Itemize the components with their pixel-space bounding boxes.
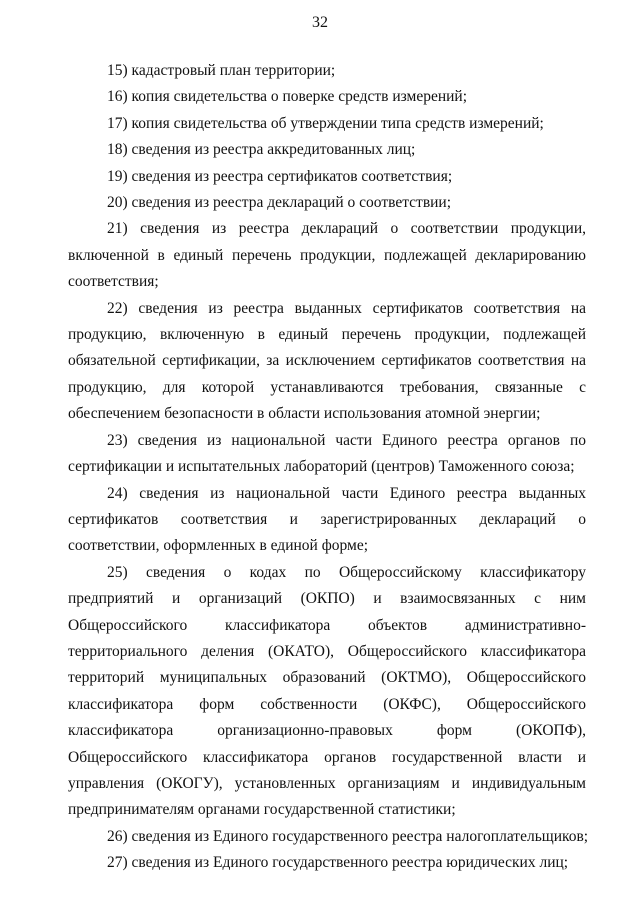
list-item: 19) сведения из реестра сертификатов соответствия; (107, 167, 453, 185)
list-item: 15) кадастровый план территории; (107, 62, 336, 79)
list-item: 20) сведения из реестра деклараций о соответствии; (107, 194, 452, 212)
list-item: 17) копия свидетельства об утверждении типа средств измерений; (107, 114, 544, 132)
page-number: 32 (312, 14, 328, 31)
list-item: 24) сведения из национальной части Единого реестра выданных сертификатов соответствия и зарегистрированных деклараций о соответствии, оформленных в единой форме; (68, 484, 586, 555)
document-body (68, 58, 589, 877)
list-item: 25) сведения о кодах по Общероссийскому классификатору предприятий и организаций (ОКПО) и взаимосвязанных с ним Общероссийского классификатора объектов административно-территориального деления (ОКАТО), Общероссийского классификатора территорий муниципальных образований (ОКТМО), Общероссийского классификатора форм собственности (ОКФС), Общероссийского классификатора организационно-правовых форм (ОКОПФ), Общероссийского классификатора органов государственной власти и управления (ОКОГУ), установленных организациям и индивидуальным предпринимателям органами государственной статистики; (68, 563, 586, 819)
list-item: 21) сведения из реестра деклараций о соответствии продукции, включенной в единый перечень продукции, подлежащей декларированию соответствия; (68, 220, 586, 291)
list-item: 26) сведения из Единого государственного реестра налогоплательщиков; (107, 827, 589, 845)
list-item: 18) сведения из реестра аккредитованных лиц; (107, 141, 416, 159)
list-item: 16) копия свидетельства о поверке средств измерений; (107, 88, 468, 106)
list-item: 27) сведения из Единого государственного реестра юридических лиц; (107, 854, 569, 872)
list-item: 22) сведения из реестра выданных сертификатов соответствия на продукцию, включенную в единый перечень продукции, подлежащей обязательной сертификации, за исключением сертификатов соответствия на продукцию, для которой устанавливаются требования, связанные с обеспечением безопасности в области использования атомной энергии; (68, 299, 586, 423)
list-item: 23) сведения из национальной части Единого реестра органов по сертификации и испытательных лабораторий (центров) Таможенного союза; (68, 431, 586, 476)
